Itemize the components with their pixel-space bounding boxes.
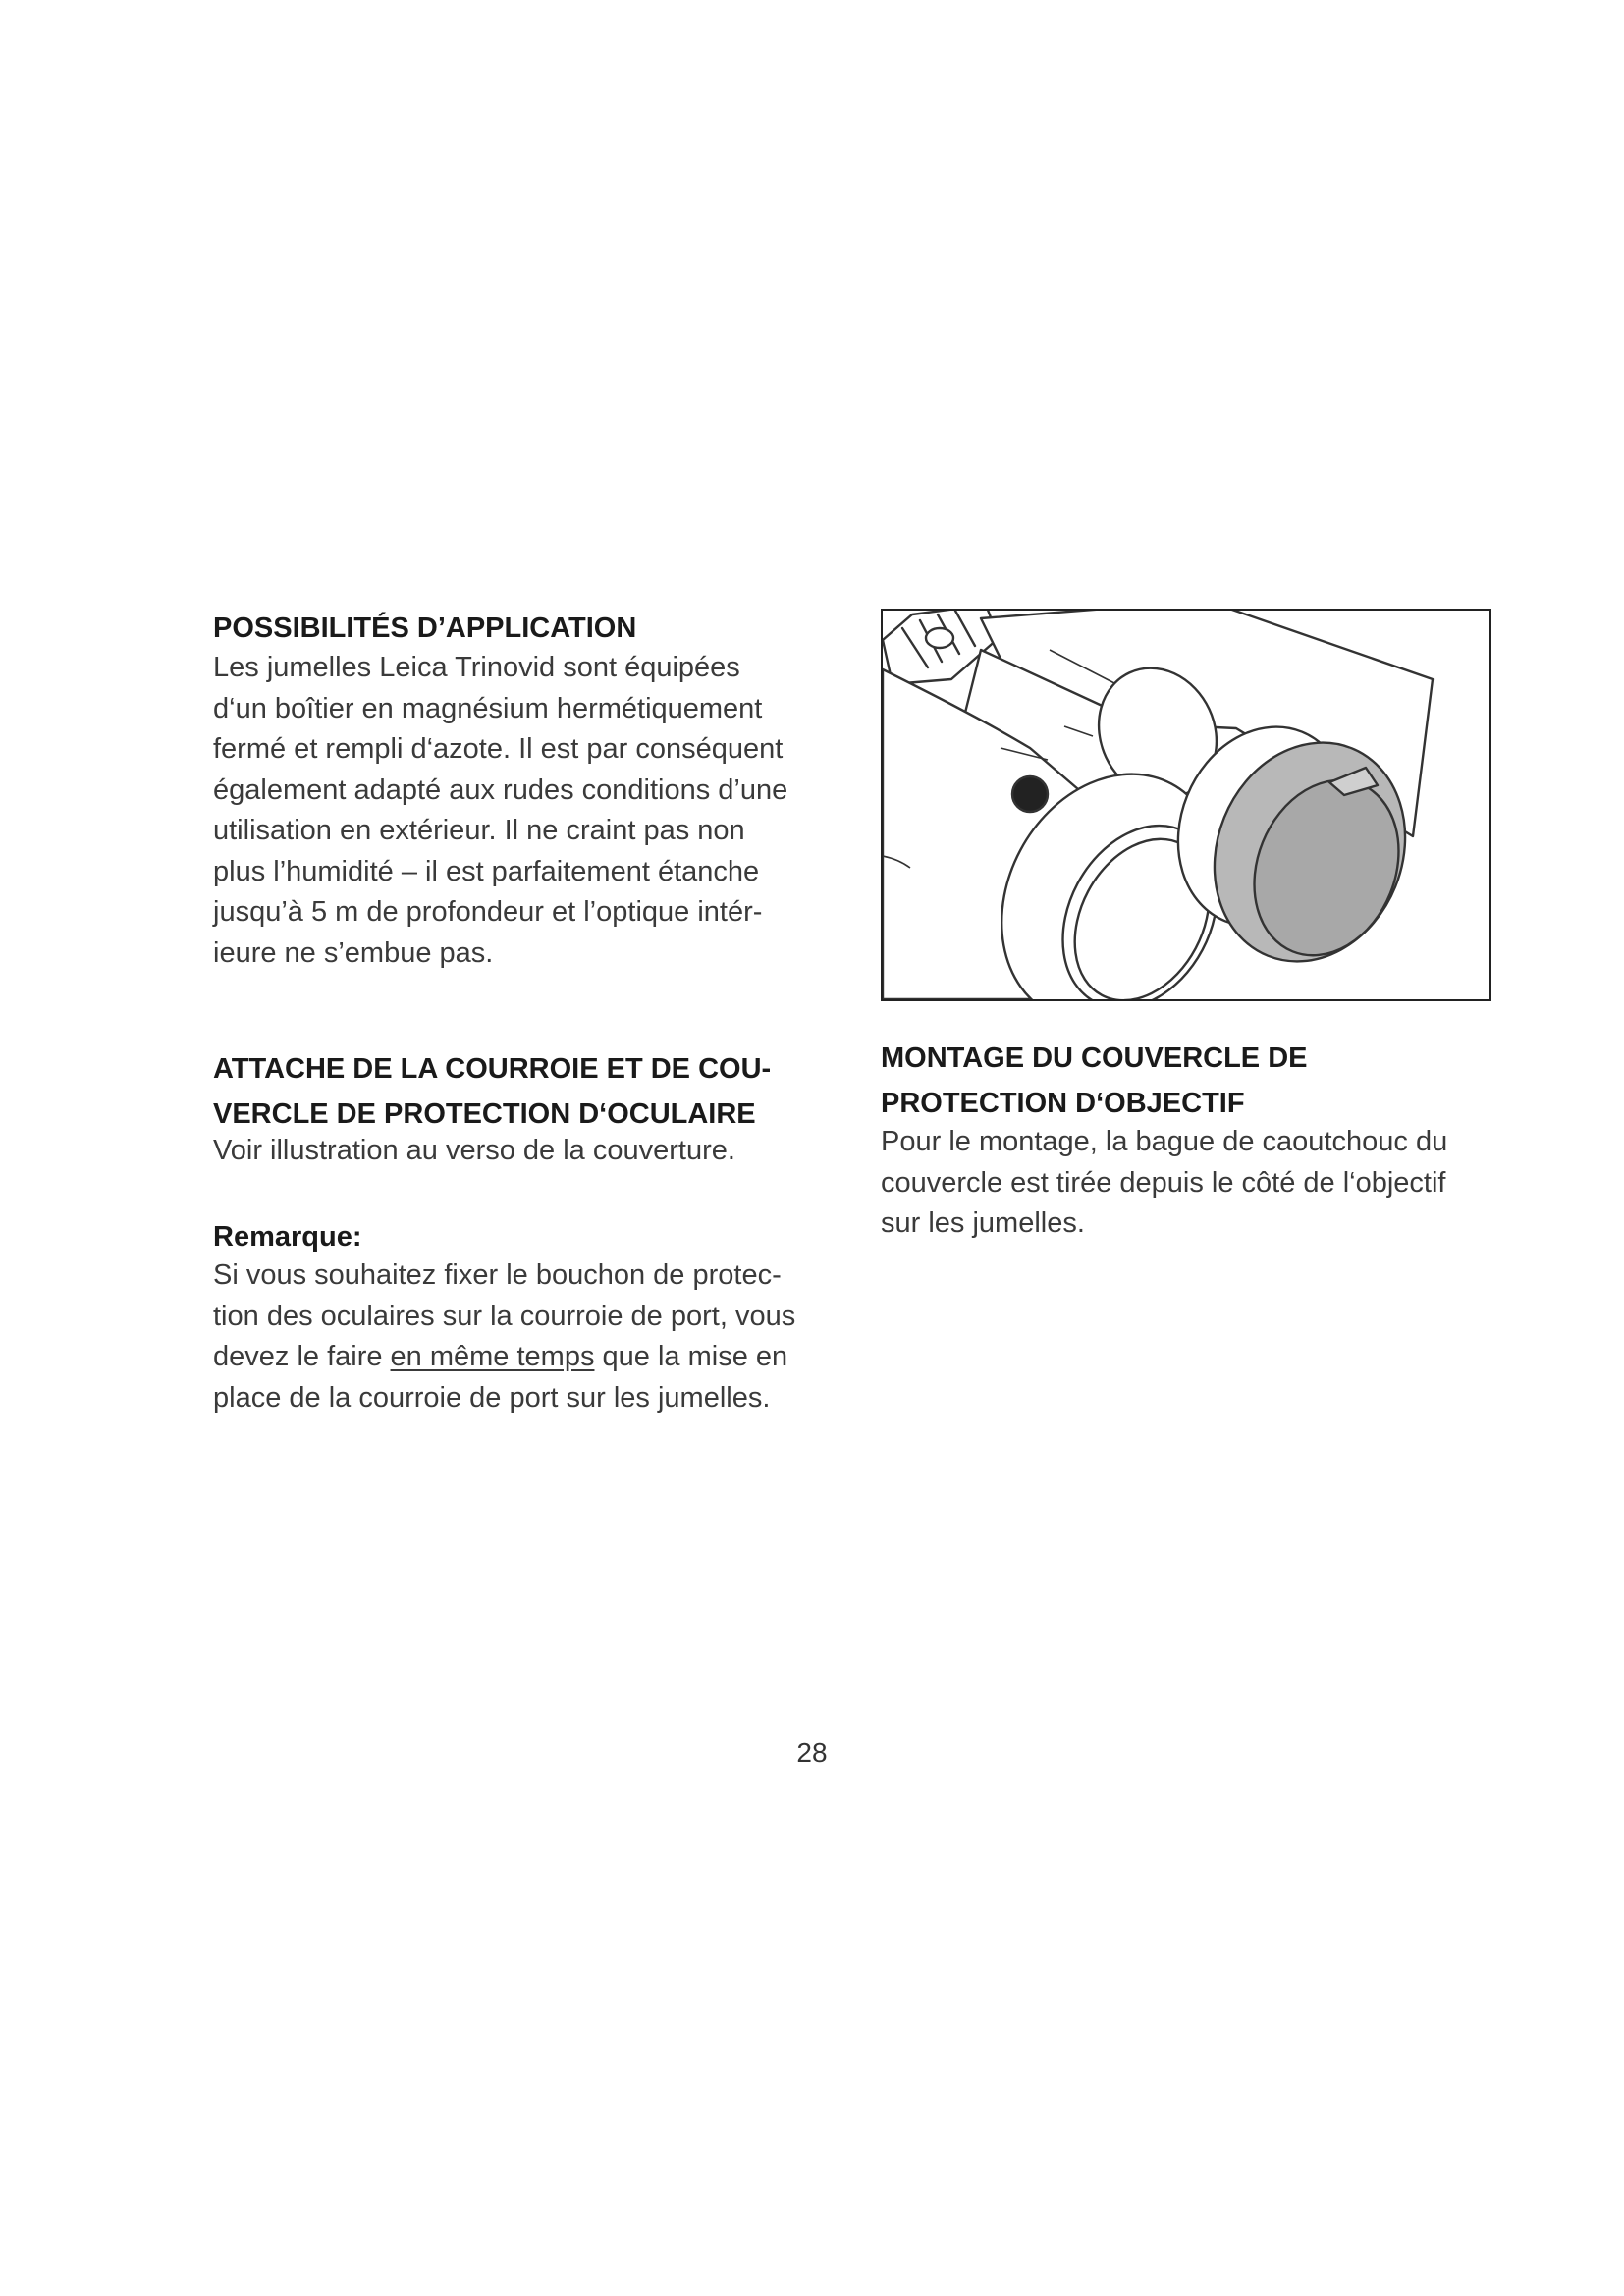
paragraph-line: couvercle est tirée depuis le côté de l‘objectif [881, 1166, 1446, 1199]
remark-text-before: devez le faire [213, 1341, 391, 1372]
section-strap [213, 1046, 827, 1172]
binocular-drawing [883, 611, 1489, 999]
section-objective [881, 1036, 1509, 1245]
paragraph-line: Si vous souhaitez fixer le bouchon de protec- [213, 1259, 782, 1291]
heading-line: MONTAGE DU COUVERCLE DE [881, 1042, 1308, 1074]
paragraph-remark [213, 1255, 827, 1418]
heading-objective [881, 1036, 1509, 1126]
paragraph-line: Voir illustration au verso de la couverture. [213, 1135, 735, 1166]
paragraph-line: sur les jumelles. [881, 1207, 1085, 1239]
paragraph-line: place de la courroie de port sur les jumelles. [213, 1381, 771, 1414]
heading-line: ATTACHE DE LA COURROIE ET DE COU- [213, 1053, 772, 1085]
binocular-illustration [881, 609, 1491, 1001]
heading-application: POSSIBILITÉS D’APPLICATION [213, 613, 637, 644]
leica-badge [1012, 776, 1048, 812]
paragraph-line: d‘un boîtier en magnésium hermétiquement [213, 692, 763, 724]
paragraph-line: Les jumelles Leica Trinovid sont équipées [213, 652, 740, 683]
paragraph-line: tion des oculaires sur la courroie de port, vous [213, 1300, 796, 1332]
heading-line: VERCLE DE PROTECTION D‘OCULAIRE [213, 1098, 756, 1130]
paragraph-line: ieure ne s’embue pas. [213, 936, 494, 969]
paragraph-line: également adapté aux rudes conditions d’une [213, 774, 788, 806]
paragraph-objective [881, 1122, 1509, 1245]
remark-text-after: que la mise en [594, 1341, 788, 1372]
heading-strap [213, 1046, 827, 1137]
heading-remark: Remarque: [213, 1221, 362, 1253]
paragraph-line: plus l’humidité – il est parfaitement étanche [213, 855, 760, 887]
paragraph-line [213, 1337, 827, 1378]
section-remark [213, 1214, 827, 1418]
section-application [213, 606, 827, 974]
paragraph-strap [213, 1131, 827, 1172]
paragraph-line: jusqu’à 5 m de profondeur et l’optique intér- [213, 896, 763, 928]
remark-emphasis: en même temps [390, 1341, 595, 1372]
paragraph-line: utilisation en extérieur. Il ne craint pas non [213, 815, 745, 846]
paragraph-line: Pour le montage, la bague de caoutchouc du [881, 1126, 1448, 1157]
paragraph-application [213, 648, 827, 974]
heading-line: PROTECTION D‘OBJECTIF [881, 1088, 1245, 1119]
paragraph-line: fermé et rempli d‘azote. Il est par conséquent [213, 733, 784, 765]
page-number: 28 [796, 1737, 828, 1768]
